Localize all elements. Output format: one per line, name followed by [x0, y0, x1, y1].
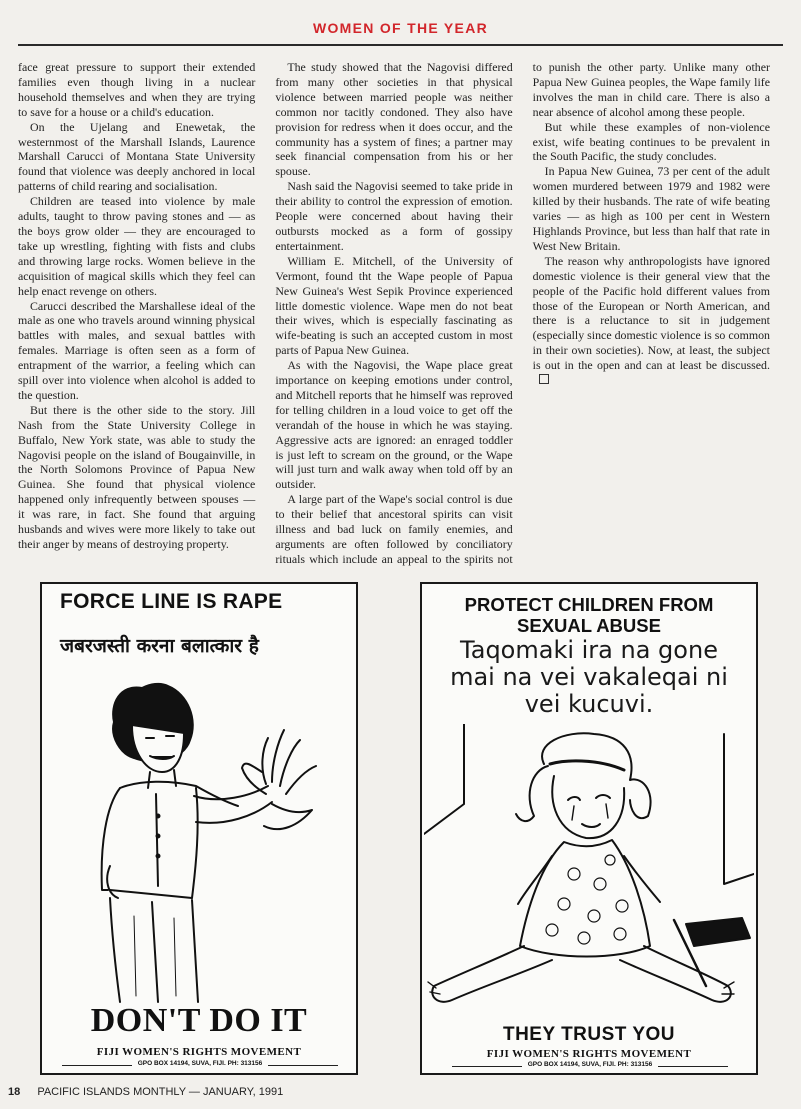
poster-left-slogan: DON'T DO IT	[90, 1002, 308, 1039]
poster-right-rule-left	[452, 1066, 522, 1067]
poster-right-fijian-line3: vei kucuvi.	[524, 690, 654, 718]
article-paragraph: As with the Nagovisi, the Wape place great importance on keeping emotions under control, and Mitchell reports that he himself was reproved for telling children in a loud voice to get off the verandah of the house in which he was staying. Aggressive acts are ignored: an enraged toddler is just left to scream on the ground, or the Wape will just turn and walk away when told off by an outsider.	[275, 358, 513, 492]
poster-right-fijian-line2: mai na vei vakaleqai ni	[450, 663, 728, 691]
page-footer	[8, 1086, 283, 1098]
poster-right-slogan: THEY TRUST YOU	[502, 1024, 676, 1045]
crying-girl-illustration	[424, 724, 754, 1024]
man-raising-hand-illustration	[50, 676, 350, 1006]
article-paragraph: But while these examples of non-violence exist, wife beating continues to be prevalent in the South Pacific, the study concludes.	[532, 119, 770, 164]
poster-protect-children	[420, 582, 758, 1075]
poster-right-org: FIJI WOMEN'S RIGHTS MOVEMENT	[486, 1048, 692, 1060]
article-paragraph: A large part of the Wape's social control is due to their belief that ancestoral spirits can visit illness and bad luck on family enemies, and arguments are often followed by conciliatory rituals which include an appeal to the spirits not to punish the other party. Unlike many other Papua New Guinea peoples, the Wape family life involves the man in child care. There is also a near absence of alcohol among these people.	[275, 60, 770, 566]
article-paragraph: face great pressure to support their extended families even though living in a nuclear household themselves and when they are trying to save for a house or a child's education.	[18, 60, 256, 119]
end-of-article-mark	[539, 374, 549, 384]
poster-left-title: FORCE LINE IS RAPE	[60, 590, 283, 613]
article-paragraph: William E. Mitchell, of the University of Vermont, found tht the Wape people of Papua New Guinea's West Sepik Province experienced little domestic violence. Wape men do not beat their wives, which is especially fascinating as wife-beating is such an accepted custom in most parts of Papua New Guinea.	[275, 253, 513, 358]
article-paragraph: Children are teased into violence by male adults, taught to throw paving stones and — as the boys grow older — they are encouraged to take up wrestling, fighting with fists and clubs and throwing large rocks. Women believe in the acquisition of magical skills which they feel can help enact revenge on others.	[18, 194, 256, 298]
article-paragraph-text: The reason why anthropologists have ignored domestic violence is their general view that the people of the Pacific hold different values from those of the European or North American, and there is a reluctance to sit in judgement (especially since domestic violence is so common in their own societies). Now, at least, the subject is out in the open and can at least be discussed.	[532, 253, 770, 373]
poster-left-rule-left	[62, 1065, 132, 1066]
poster-right-title-line1: PROTECT CHILDREN FROM	[464, 594, 714, 615]
article-paragraph: In Papua New Guinea, 73 per cent of the adult women murdered between 1979 and 1982 were killed by their husbands. The rate of wife beating varies — as high as 100 per cent in Western Highlands Province, but less than half that rate in West New Britain.	[532, 164, 770, 253]
poster-force-line-is-rape	[40, 582, 358, 1075]
publication-line: PACIFIC ISLANDS MONTHLY — JANUARY, 1991	[37, 1086, 284, 1098]
article-paragraph: On the Ujelang and Enewetak, the westernmost of the Marshall Islands, Laurence Marshall Carucci of Montana State University found that violence was deeply anchored in local patterns of child rearing and socialisation.	[18, 119, 256, 194]
article-paragraph: Nash said the Nagovisi seemed to take pride in their ability to control the expression of emotion. People were concerned about having their outbursts mocked as a form of gossipy entertainment.	[275, 179, 513, 253]
section-header: WOMEN OF THE YEAR	[312, 20, 489, 36]
article-paragraph: Carucci described the Marshallese ideal of the male as one who travels around winning physical battles with males, and sexual battles with females. Marriage is often seen as a form of entrapment of the warrior, a feeling which can spill over into violence when alcohol is added to the question.	[18, 298, 256, 402]
poster-right-rule-right	[658, 1066, 728, 1067]
article-paragraph	[533, 254, 770, 388]
article-paragraph: The study showed that the Nagovisi differed from many other societies in that physical violence between married people was neither common nor tacitly condoned. They also have provision for redress when it does occur, and the community has a system of fines; a partner may seek financial compensation from his or her spouse.	[275, 60, 513, 179]
poster-left-org: FIJI WOMEN'S RIGHTS MOVEMENT	[96, 1046, 302, 1058]
page-number: 18	[8, 1086, 21, 1098]
poster-right-fijian-line1: Taqomaki ira na gone	[460, 636, 718, 664]
poster-left-address: GPO BOX 14194, SUVA, FIJI. PH: 313156	[137, 1060, 263, 1067]
poster-left-rule-right	[268, 1065, 338, 1066]
article-paragraph: But there is the other side to the story. Jill Nash from the State University College in Buffalo, New York state, was able to study the Nagovisi people on the island of Bougainville, in the North Solomons Province of Papua New Guinea. She found that physical violence happened only infrequently between spouses — it was rare, in fact. She found that arguing husbands and wives were more likely to take out their anger by means of destroying property.	[18, 402, 256, 551]
article-body	[18, 60, 770, 580]
poster-left-hindi-text: जबरजस्ती करना बलात्कार है	[60, 635, 259, 657]
header-rule	[18, 44, 783, 46]
poster-right-title-line2: SEXUAL ABUSE	[517, 615, 661, 636]
poster-right-address: GPO BOX 14194, SUVA, FIJI. PH: 313156	[527, 1061, 653, 1068]
